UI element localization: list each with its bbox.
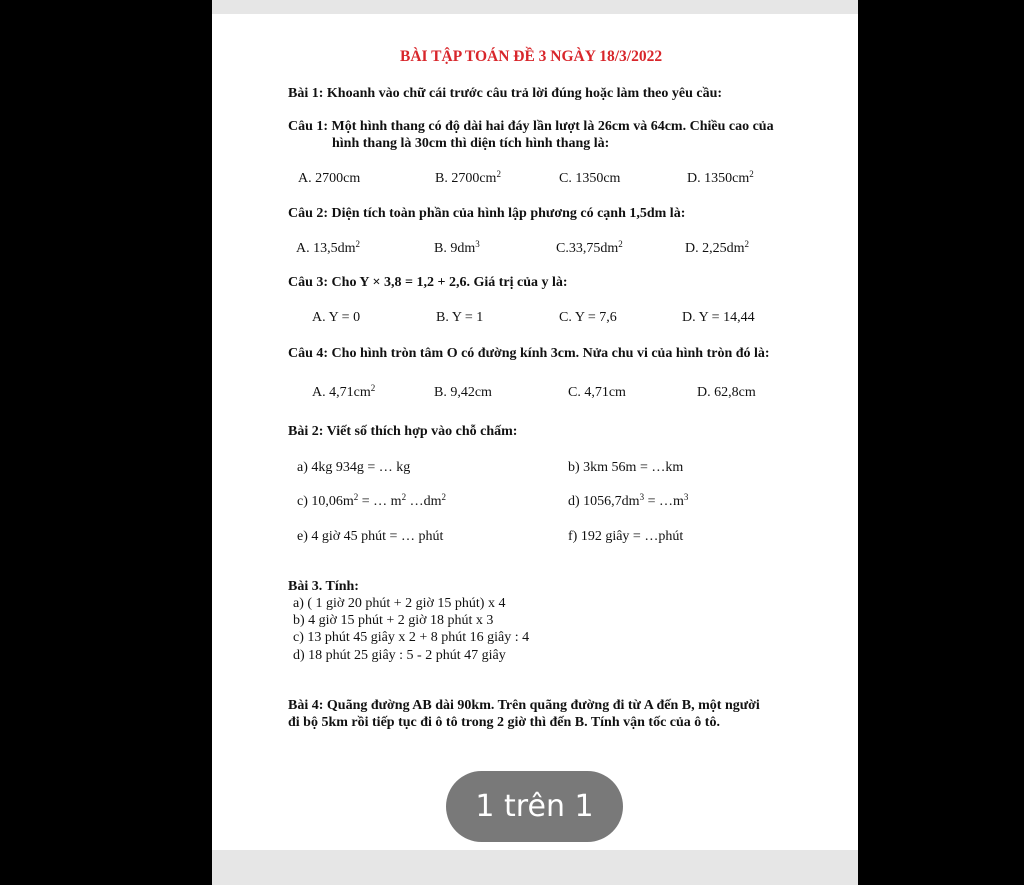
cau4-option-d: D. 62,8cm [697, 385, 756, 400]
viewer-bottom-strip [212, 850, 858, 885]
bai4-line1: Bài 4: Quãng đường AB dài 90km. Trên quãng đường đi từ A đến B, một người [288, 698, 760, 713]
bai3-item-c: c) 13 phút 45 giây x 2 + 8 phút 16 giây : 4 [293, 630, 530, 645]
cau1-line1: Câu 1: Một hình thang có độ dài hai đáy lần lượt là 26cm và 64cm. Chiều cao của [288, 119, 774, 134]
bai2-item-a: a) 4kg 934g = … kg [297, 460, 411, 475]
cau1-option-a: A. 2700cm [298, 171, 361, 186]
cau2-option-c: $C.33,75dm^2$ [556, 239, 623, 256]
cau4-question: Câu 4: Cho hình tròn tâm O có đường kính 3cm. Nửa chu vi của hình tròn đó là: [288, 346, 770, 361]
page-indicator: 1 trên 1 [446, 771, 623, 842]
cau2-question: Câu 2: Diện tích toàn phần của hình lập phương có cạnh 1,5dm là: [288, 206, 686, 221]
cau3-question: Câu 3: Cho Y × 3,8 = 1,2 + 2,6. Giá trị của y là: [288, 275, 568, 290]
bai2-heading: Bài 2: Viết số thích hợp vào chỗ chấm: [288, 424, 518, 439]
cau1-option-b: B. $2700cm^2$ [435, 169, 501, 186]
cau2-option-a: A. $13,5dm^2$ [296, 239, 360, 256]
cau3-option-a: A. Y = 0 [312, 310, 361, 325]
cau3-option-b: B. Y = 1 [436, 310, 484, 325]
cau4-option-a: A. $4,71cm^2$ [312, 383, 376, 400]
bai2-item-f: f) 192 giây = …phút [568, 529, 684, 544]
bai4-line2: đi bộ 5km rồi tiếp tục đi ô tô trong 2 giờ thì đến B. Tính vận tốc của ô tô. [288, 715, 720, 730]
cau1-line2: hình thang là 30cm thì diện tích hình thang là: [332, 136, 610, 151]
document-page [212, 14, 858, 850]
viewer-top-strip [212, 0, 858, 14]
cau4-option-b: B. 9,42cm [434, 385, 492, 400]
cau3-option-d: D. Y = 14,44 [682, 310, 755, 325]
bai3-item-b: b) 4 giờ 15 phút + 2 giờ 18 phút x 3 [293, 613, 494, 628]
bai2-item-c: c) $10,06m^2$ = … $m^2$ $\dots dm^2$ [297, 492, 446, 509]
bai2-item-d: d) $1056,7dm^3$ = $\dots m^3$ [568, 492, 689, 509]
cau1-option-d: D. $1350cm^2$ [687, 169, 754, 186]
bai2-item-e: e) 4 giờ 45 phút = … phút [297, 529, 444, 544]
cau2-option-b: B. $9dm^3$ [434, 239, 480, 256]
bai3-item-a: a) ( 1 giờ 20 phút + 2 giờ 15 phút) x 4 [293, 596, 506, 611]
cau1-option-c: C. 1350cm [559, 171, 621, 186]
cau3-option-c: C. Y = 7,6 [559, 310, 617, 325]
bai3-heading: Bài 3. Tính: [288, 579, 359, 594]
document-title: BÀI TẬP TOÁN ĐỀ 3 NGÀY 18/3/2022 [400, 48, 663, 65]
bai2-item-b: b) 3km 56m = …km [568, 460, 684, 475]
cau4-option-c: C. 4,71cm [568, 385, 626, 400]
bai3-item-d: d) 18 phút 25 giây : 5 - 2 phút 47 giây [293, 648, 506, 663]
cau2-option-d: D. $2,25dm^2$ [685, 239, 749, 256]
bai1-heading: Bài 1: Khoanh vào chữ cái trước câu trả lời đúng hoặc làm theo yêu cầu: [288, 86, 723, 101]
